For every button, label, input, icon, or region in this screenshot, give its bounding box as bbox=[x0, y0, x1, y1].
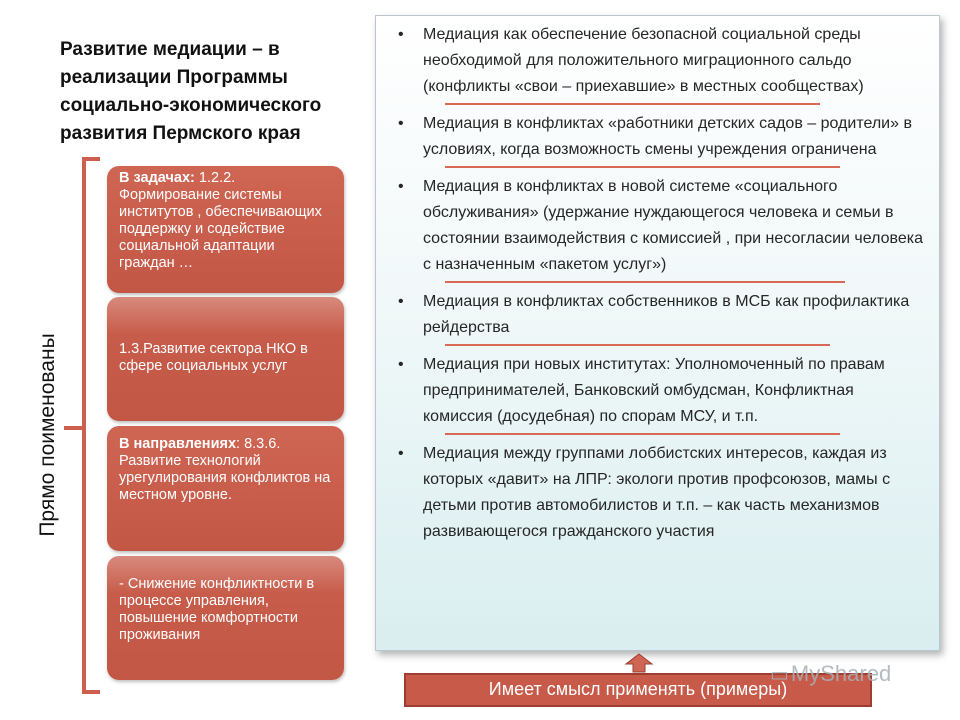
watermark bbox=[770, 661, 891, 687]
up-arrow-icon bbox=[624, 653, 654, 673]
list-item-text: Медиация между группами лоббистских интересов, каждая из которых «давит» на ЛПР: экологи против профсоюзов, мамы с детьми против автомобилистов и т.п. – как часть механизмов развивающегося гражданского участия bbox=[423, 445, 891, 540]
bullet-marker: • bbox=[398, 26, 404, 43]
card-highlight: В направлениях bbox=[119, 436, 237, 452]
card-text: 1.3.Развитие сектора НКО в сфере социальных услуг bbox=[119, 341, 308, 374]
bullet-marker: • bbox=[398, 293, 404, 310]
card-nko bbox=[107, 297, 344, 421]
list-item bbox=[398, 441, 927, 545]
list-item-text: Медиация как обеспечение безопасной социальной среды необходимой для положительного миграционного сальдо (конфликты «свои – приехавшие» в местных сообществах) bbox=[423, 26, 864, 95]
separator-line bbox=[445, 166, 840, 168]
list-item bbox=[398, 174, 927, 278]
list-item-text: Медиация при новых институтах: Уполномоченный по правам предпринимателей, Банковский омбудсман, Конфликтная комиссия (досудебная) по спорам МСУ, и т.п. bbox=[423, 356, 885, 425]
list-item bbox=[398, 352, 927, 430]
separator-line bbox=[445, 103, 820, 105]
slide-title: Развитие медиации – в реализации Программы социально-экономического развития Пермского края bbox=[60, 39, 322, 144]
separator-line bbox=[445, 433, 840, 435]
bullet-marker: • bbox=[398, 445, 404, 462]
card-highlight: В задачах: bbox=[119, 170, 195, 186]
list-item-text: Медиация в конфликтах в новой системе «социального обслуживания» (удержание нуждающегося человека и семьи в состоянии взаимодействия с комиссией , при несогласии человека с назначенным «пакетом услуг») bbox=[423, 178, 923, 273]
presentation-icon: ▭ bbox=[770, 664, 789, 686]
examples-panel bbox=[375, 15, 940, 651]
list-item-text: Медиация в конфликтах собственников в МСБ как профилактика рейдерства bbox=[423, 293, 910, 336]
list-item bbox=[398, 22, 927, 100]
card-directions bbox=[107, 426, 344, 551]
bullet-marker: • bbox=[398, 115, 404, 132]
card-conflict-reduction bbox=[107, 556, 344, 680]
bullet-marker: • bbox=[398, 356, 404, 373]
separator-line bbox=[445, 344, 830, 346]
list-item bbox=[398, 289, 927, 341]
bracket bbox=[82, 157, 100, 694]
card-tasks bbox=[107, 166, 344, 293]
list-item-text: Медиация в конфликтах «работники детских садов – родители» в условиях, когда возможность смены учреждения ограничена bbox=[423, 115, 912, 158]
bottom-caption: Имеет смысл применять (примеры) bbox=[488, 679, 788, 699]
separator-line bbox=[445, 281, 845, 283]
bullet-marker: • bbox=[398, 178, 404, 195]
card-text: - Снижение конфликтности в процессе управления, повышение комфортности проживания bbox=[119, 576, 315, 643]
card-text: : 8.3.6. Развитие технологий урегулирования конфликтов на местном уровне. bbox=[119, 436, 331, 503]
bracket-tick bbox=[64, 426, 84, 430]
list-item bbox=[398, 111, 927, 163]
vertical-label: Прямо поименованы bbox=[36, 333, 59, 537]
watermark-text: MyShared bbox=[790, 661, 892, 686]
card-text: 1.2.2. Формирование системы институтов , обеспечивающих поддержку и содействие социальной адаптации граждан … bbox=[119, 170, 322, 271]
